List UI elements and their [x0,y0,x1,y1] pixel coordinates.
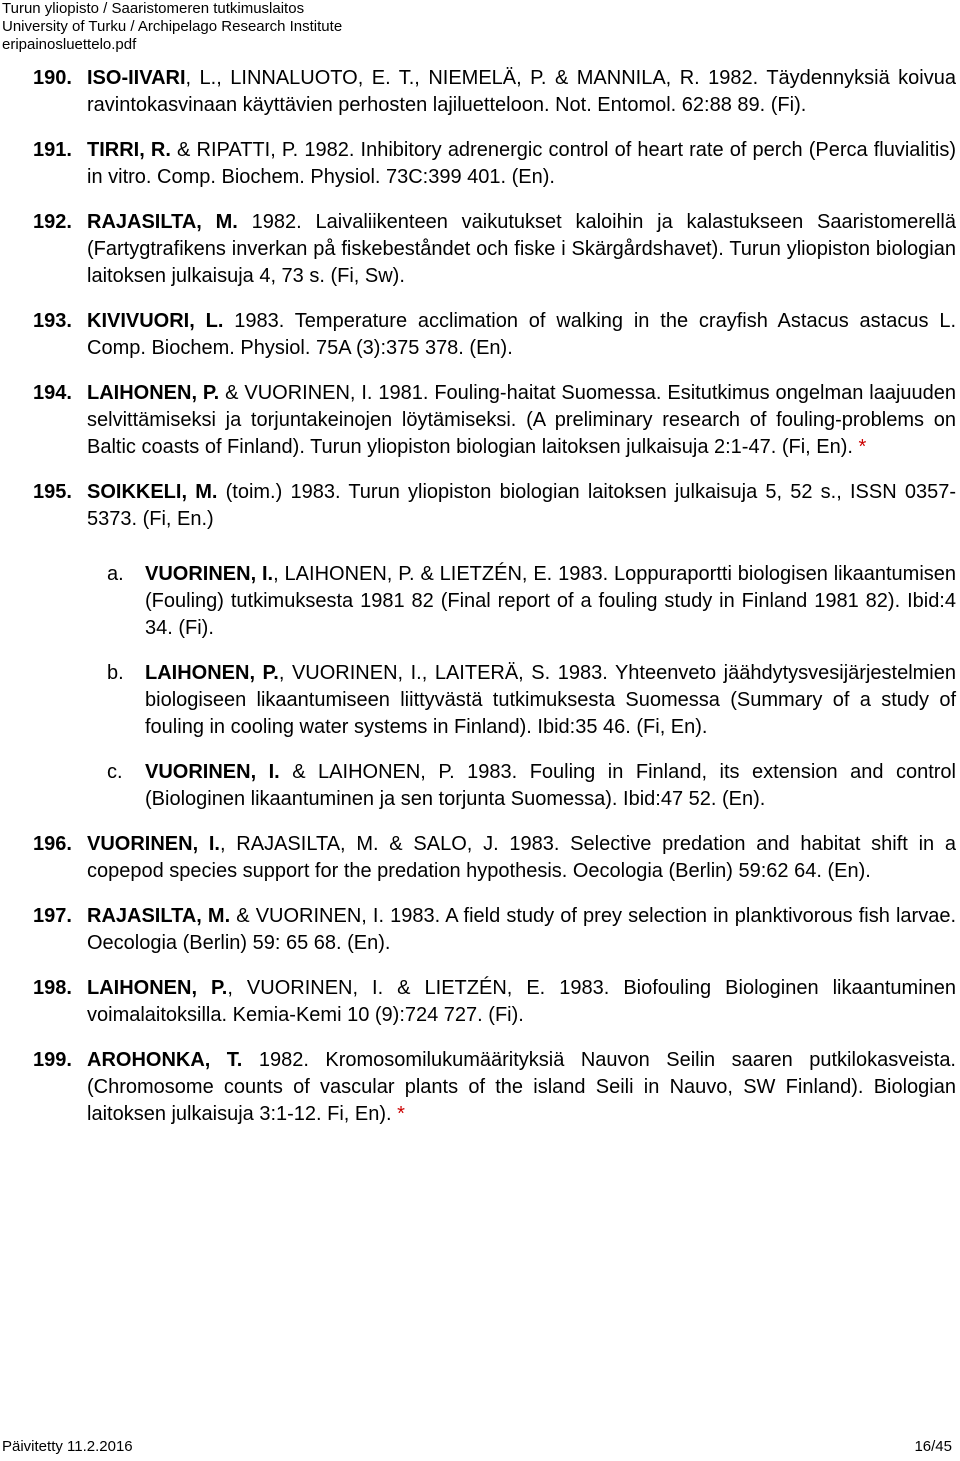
entry-author: ISO-IIVARI [87,67,186,89]
page-number: 16/45 [914,1438,952,1455]
header-institution-fi: Turun yliopisto / Saaristomeren tutkimuslaitos [2,0,305,17]
subentry-letter: b. [107,662,124,684]
entry-text: , VUORINEN, I., LAITERÄ, S. 1983. Yhteenveto jäähdytysvesijärjestelmien biologiseen likaantumiseen liittyvästä tutkimuksesta Suomessa (Summary of a study of fouling in cooling water systems in Finland). Ibid:35 46. (Fi, En). [145,662,956,738]
entry-199 [33,1047,956,1128]
entry-author: AROHONKA, T. [87,1049,243,1071]
subentry-letter: a. [107,563,124,585]
star-marker: * [858,436,867,458]
publication-list [33,65,957,1146]
entry-author: RAJASILTA, M. [87,905,231,927]
entry-195a [107,561,957,642]
entry-author: SOIKKELI, M. [87,481,218,503]
star-marker: * [397,1103,405,1125]
entry-text: , L., LINNALUOTO, E. T., NIEMELÄ, P. & MANNILA, R. 1982. Täydennyksiä koivua ravintokasvinaan käyttävien perhosten lajiluetteloon. Not. Entomol. 62:88 89. (Fi). [87,67,956,116]
header-filename: eripainosluettelo.pdf [2,36,137,53]
entry-author: TIRRI, R. [87,139,171,161]
entry-text: 1982. Laivaliikenteen vaikutukset kaloihin ja kalastukseen Saaristomerellä (Fartygtrafikens inverkan på fiskebeståndet och fiske i Skärgårdshavet). Turun yliopiston biologian laitoksen julkaisuja 4, 73 s. (Fi, Sw). [87,211,956,287]
entry-author: VUORINEN, I. [145,563,274,585]
entry-author: LAIHONEN, P. [87,977,228,999]
entry-number: 192. [33,211,72,233]
entry-number: 199. [33,1049,72,1071]
entry-text: & LAIHONEN, P. 1983. Fouling in Finland, its extension and control (Biologinen likaantuminen ja sen torjunta Suomessa). Ibid:47 52. (En). [145,761,956,810]
entry-author: VUORINEN, I. [87,833,220,855]
entry-number: 197. [33,905,72,927]
entry-number: 191. [33,139,72,161]
entry-text: & VUORINEN, I. 1981. Fouling-haitat Suomessa. Esitutkimus ongelman laajuuden selvittämiseksi ja torjuntakeinojen löytämiseksi. (A preliminary research of fouling-problems on Baltic coasts of Finland). Turun yliopiston biologian laitoksen julkaisuja 2:1-47. (Fi, En). [87,382,956,458]
entry-author: KIVIVUORI, L. [87,310,224,332]
entry-190 [33,65,956,119]
entry-number: 194. [33,382,72,404]
entry-text: , VUORINEN, I. & LIETZÉN, E. 1983. Biofouling Biologinen likaantuminen voimalaitoksilla. Kemia-Kemi 10 (9):724 727. (Fi). [87,977,957,1026]
entry-text: (toim.) 1983. Turun yliopiston biologian laitoksen julkaisuja 5, 52 s., ISSN 0357-5373. (Fi, En.) [87,481,956,530]
entry-193 [33,308,956,362]
header-institution-en: University of Turku / Archipelago Research Institute [2,18,343,35]
entry-191 [33,137,956,191]
entry-number: 193. [33,310,72,332]
entry-192 [33,209,956,290]
entry-number: 195. [33,481,72,503]
subentry-letter: c. [107,761,123,783]
entry-author: VUORINEN, I. [145,761,280,783]
entry-194 [33,380,956,461]
entry-author: RAJASILTA, M. [87,211,238,233]
entry-text: 1982. Kromosomilukumäärityksiä Nauvon Seilin saaren putkilokasveista. (Chromosome counts of vascular plants of the island Seili in Nauvo, SW Finland). Biologian laitoksen julkaisuja 3:1-12. Fi, En). [87,1049,956,1125]
entry-195 [33,479,956,533]
entry-text: , LAIHONEN, P. & LIETZÉN, E. 1983. Loppuraportti biologisen likaantumisen (Fouling) tutkimuksesta 1981 82 (Final report of a fouling study in Finland 1981 82). Ibid:4 34. (Fi). [145,563,957,639]
entry-196 [33,831,957,885]
entry-number: 198. [33,977,72,999]
entry-195b [107,660,956,741]
entry-197 [33,903,956,957]
entry-author: LAIHONEN, P. [145,662,279,684]
entry-number: 196. [33,833,72,855]
entry-198 [33,975,957,1029]
entry-author: LAIHONEN, P. [87,382,220,404]
entry-number: 190. [33,67,72,89]
entry-text: & RIPATTI, P. 1982. Inhibitory adrenergic control of heart rate of perch (Perca fluvialitis) in vitro. Comp. Biochem. Physiol. 73C:399 401. (En). [87,139,956,188]
page-header [2,0,342,54]
entry-195c [107,759,956,813]
entry-text: , RAJASILTA, M. & SALO, J. 1983. Selective predation and habitat shift in a copepod species support for the predation hypothesis. Oecologia (Berlin) 59:62 64. (En). [87,833,957,882]
updated-date: Päivitetty 11.2.2016 [2,1438,133,1455]
page-footer [2,1438,952,1456]
entry-text: & VUORINEN, I. 1983. A field study of prey selection in planktivorous fish larvae. Oecologia (Berlin) 59: 65 68. (En). [87,905,956,954]
entry-text: 1983. Temperature acclimation of walking in the crayfish Astacus astacus L. Comp. Biochem. Physiol. 75A (3):375 378. (En). [87,310,956,359]
